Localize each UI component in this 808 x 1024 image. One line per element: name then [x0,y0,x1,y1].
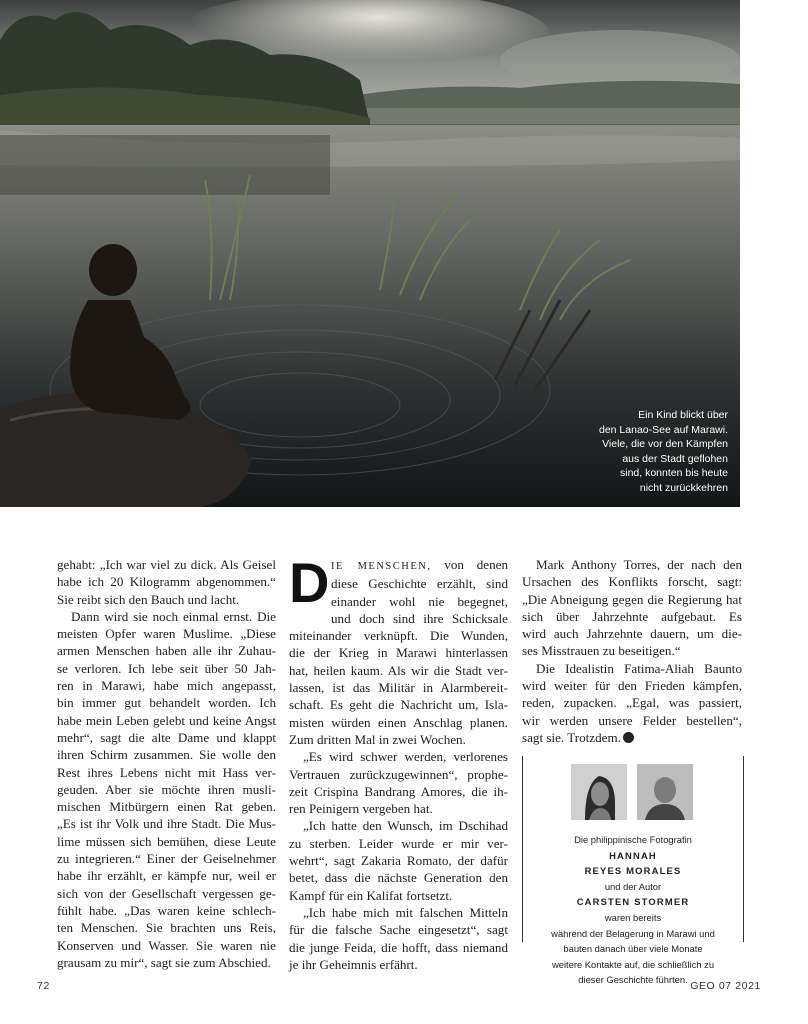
bio-line: bauten danach über viele Monate [563,943,703,955]
text-line: „Es wird schwer werden, verlorenes [303,749,508,765]
text-line: Ursachen des Konflikts forscht, sagt: [522,574,742,590]
text-line: einander wohl nie begegnet, [331,593,508,609]
text-line: habe mein Leben gelebt und keine Angst [57,712,276,728]
text-line: zu integrieren.“ Einer der Geiselnehmer [57,851,276,867]
text-line: miteinander verknüpft. Die Wunden, [289,628,508,644]
text-line: die der Krieg in Marawi hinterlassen [289,645,508,661]
caption-line: aus der Stadt geflohen [622,452,728,465]
lake-photo [0,0,740,507]
text-line: armen Menschen haben alle ihr Zuhau- [57,643,276,659]
text-line: bin immer gut behandelt worden. Ich [57,695,276,711]
text-line: zu sterben. Leider wurde er mir ver- [289,835,508,851]
text-line: wehrt“, sagt Zakaria Romato, der dafür [289,853,508,869]
text-line: habe ihr erzählt, er kämpfe nur, weil er [57,868,276,884]
author-portrait [637,764,693,820]
text-line: geuden. Aber sie möchte ihren musli- [57,781,276,797]
text-line: Dann wird sie noch einmal ernst. Die [71,608,276,624]
photographer-name: HANNAH [609,849,657,861]
bio-line [527,832,739,863]
text-line: die junge Feida, die hofft, dass niemand [289,939,508,955]
text-line: ren in Marawi, habe mich angepasst, [57,678,276,694]
photo-caption [558,408,728,495]
text-line: ten Menschen. Sie brachten uns Reis, [57,920,276,936]
text-line: mehr“, sagt die alte Dame und klappt [57,729,276,745]
text-line: Zum dritten Mal in zwei Wochen. [289,731,466,747]
text-line [522,729,742,746]
text-line: „Ich habe mich mit falschen Mitteln [303,904,508,920]
text-line: wird weiter für den Frieden kämpfen, [522,678,742,694]
text-line: misten würden einen Anschlag planen. [289,714,508,730]
text-line: Rest ihres Lebens nicht mit Hass ver- [57,764,276,780]
drop-cap: D [289,551,330,614]
text-line [331,556,508,575]
text-line: wir werden unsere Felder bestellen“, [522,712,742,728]
text-line: reden, zupacken. „Egal, was passiert, [522,695,742,711]
caption-line: nicht zurückkehren [639,481,728,494]
text-line: Kampf für ein Kalifat fortsetzt. [289,887,453,903]
text-line: Mark Anthony Torres, der nach den [536,557,742,572]
bio-line [527,894,739,925]
bio-text: waren bereits [604,911,662,923]
text-line: lime müssen sich bemühen, diese Leute [57,833,276,849]
text-line: für die falsche Sache eingesetzt“, sagt [289,922,508,938]
smallcaps-lead: IE MENSCHEN, [331,561,432,572]
text-line: ren Peinigern vergeben hat. [289,801,433,817]
text-line: Vertrauen zurückzugewinnen“, prophe- [289,766,508,782]
text-line: fühlt habe. „Das waren keine schlech- [57,902,276,918]
text-line: lassen, ist das Militär in Alarmbereit- [289,680,508,696]
article-column-3 [522,556,742,746]
caption-line: sind, konnten bis heute [620,467,728,479]
photographer-portrait [571,764,627,820]
bio-line: weitere Kontakte auf, die schließlich zu [551,958,715,970]
text-line: wird auch Jahrzehnte dauern, um die- [522,626,742,642]
text-line: „Die Abneigung gegen die Regierung hat [522,591,742,607]
bio-text: Die philippinische Fotografin [574,834,692,845]
article-column-2 [289,551,509,973]
text-line: se verloren. Ich lebe seit über 50 Jah- [57,660,276,676]
lead-rest: von denen [431,557,509,572]
closing-text: sagt sie. Trotzdem. [522,729,621,745]
text-line: Sie reibt sich den Bauch und lacht. [57,591,240,607]
text-line: und doch sind ihre Schicksale [331,610,508,626]
text-line: ihren Schirm zusammen. Sie wolle den [57,747,276,763]
caption-line: Viele, die vor den Kämpfen [602,438,728,450]
text-line: meisten Opfer waren Muslime. „Diese [57,626,276,642]
bio-line [527,863,739,894]
text-line: zeit Crispina Bandrang Amores, die ih- [289,783,508,799]
photographer-name: REYES MORALES [584,865,682,877]
text-line: sich von der Gesellschaft vergessen ge- [57,885,276,901]
text-line: hat, heilen kaum. Als wir die Stadt ver- [289,662,508,678]
text-line: schaft. Es geht die Nachricht um, Isla- [289,697,508,713]
magazine-issue: GEO 07 2021 [690,980,761,992]
page-number: 72 [37,980,50,992]
text-line: gehabt: „Ich war viel zu dick. Als Geisel [57,557,276,572]
author-name: CARSTEN STORMER [576,896,690,908]
text-line: „Ich hatte den Wunsch, im Dschihad [303,818,508,834]
text-line: Konserven und Wasser. Sie waren nie [57,937,276,953]
bio-line: dieser Geschichte führten. [578,974,688,986]
bio-line: während der Belagerung in Marawi und [551,927,715,939]
author-bio-text [527,832,739,988]
text-line: grausam zu mir“, sagt sie zum Abschied. [57,954,271,970]
text-line: ses Misstrauen zu beseitigen.“ [522,643,681,659]
bio-text: und der Autor [604,880,662,892]
text-line: „Es ist ihr Volk und ihre Stadt. Die Mus- [57,816,276,832]
text-line: habe ich 20 Kilogramm abgenommen.“ [57,574,276,590]
globe-end-mark-icon [623,732,634,743]
text-line: mischen Mitbürgern einen Rat geben. [57,799,276,815]
caption-line: Ein Kind blickt über [638,409,728,421]
author-bio-box [522,756,744,986]
text-line: diese Geschichte erzählt, sind [331,576,508,592]
text-line: sich über Jahrzehnte aufgebaut. Es [522,608,742,624]
text-line: je ihr Geheimnis erfährt. [289,956,418,972]
article-column-1 [57,556,276,971]
caption-line: den Lanao-See auf Marawi. [599,423,728,436]
text-line: betet, dass die nächste Generation den [289,870,508,886]
text-line: Die Idealistin Fatima-Aliah Baunto [536,660,742,676]
